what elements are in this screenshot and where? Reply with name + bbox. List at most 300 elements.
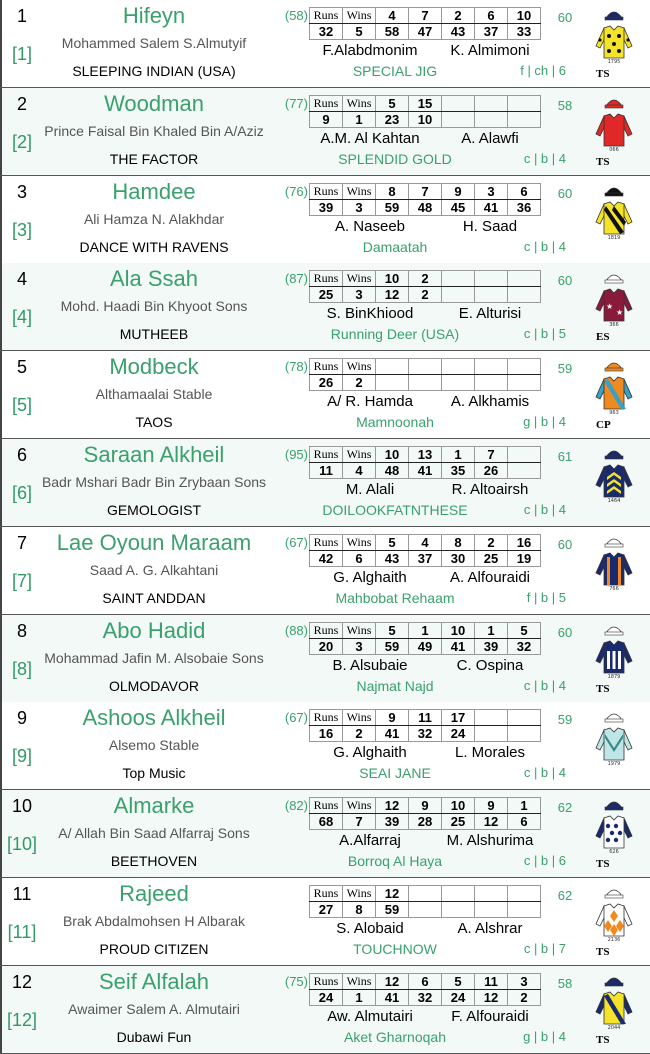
draw-number: [3] — [11, 219, 32, 240]
form-stat-cell: Runs — [310, 534, 343, 550]
form-stat-cell: 1 — [343, 111, 376, 127]
form-stats-table — [309, 709, 541, 742]
carried-weight: 60 — [557, 273, 573, 289]
jockey-name: C. Ospina — [456, 656, 524, 674]
trainer-name: G. Alghaith — [333, 568, 407, 586]
form-stat-cell: 27 — [310, 902, 343, 918]
jockey-silk-icon — [594, 182, 634, 240]
form-stats-table — [309, 622, 541, 655]
runner-row[interactable] — [0, 351, 650, 439]
form-stat-cell: 7 — [409, 183, 442, 199]
form-stat-cell: 12 — [376, 973, 409, 989]
owner-name: Alsemo Stable — [108, 737, 200, 754]
trainer-name: M. Alali — [345, 481, 395, 498]
form-stat-cell: 1 — [475, 622, 508, 638]
form-stat-cell: 7 — [475, 447, 508, 463]
form-stat-cell — [508, 95, 541, 111]
form-stat-cell — [508, 287, 541, 303]
form-stat-cell — [508, 726, 541, 742]
sex-color-age: g | b | 4 — [523, 1028, 566, 1044]
jockey-silk-icon — [594, 708, 634, 766]
jockey-name: L. Morales — [454, 744, 526, 762]
horse-rating: (76) — [284, 183, 308, 199]
form-stat-cell: 12 — [475, 989, 508, 1005]
form-stat-cell: 6 — [508, 183, 541, 199]
sire-name: DANCE WITH RAVENS — [79, 238, 229, 255]
draw-number: [12] — [6, 1009, 38, 1030]
trainer-name: A. Naseeb — [334, 217, 406, 235]
form-stat-cell — [475, 886, 508, 902]
sire-name: Dubawi Fun — [116, 1028, 192, 1045]
jockey-name: A. Alfouraidi — [449, 568, 531, 586]
form-stat-cell: 12 — [376, 886, 409, 902]
form-stat-cell: 42 — [310, 550, 343, 566]
equipment-code: CP — [596, 419, 611, 432]
horse-rating: (88) — [284, 622, 308, 638]
form-stat-cell: 24 — [442, 726, 475, 742]
form-stat-cell: 37 — [409, 550, 442, 566]
form-stat-cell: 19 — [508, 550, 541, 566]
form-stat-cell: 7 — [343, 814, 376, 830]
form-stat-cell: 15 — [409, 95, 442, 111]
svg-text:366: 366 — [609, 322, 619, 328]
form-stats-table — [309, 7, 541, 40]
runner-row[interactable] — [0, 966, 650, 1054]
equipment-code: TS — [596, 68, 610, 80]
owner-name: Ali Hamza N. Alakhdar — [83, 210, 225, 227]
form-stats-table — [309, 534, 541, 567]
svg-text:1464: 1464 — [607, 498, 621, 503]
form-stat-cell: 8 — [376, 183, 409, 199]
form-stat-cell: 41 — [409, 463, 442, 479]
form-stat-cell: 6 — [343, 550, 376, 566]
form-stat-cell: 39 — [475, 638, 508, 654]
form-stat-cell — [376, 359, 409, 375]
dam-name: Mahbobat Rehaam — [335, 589, 455, 606]
form-stat-cell: 47 — [409, 24, 442, 40]
draw-number: [8] — [11, 658, 32, 679]
form-stat-cell: Wins — [343, 447, 376, 463]
svg-text:2044: 2044 — [607, 1024, 621, 1030]
form-stat-cell: 1 — [409, 622, 442, 638]
saddle-number: 5 — [16, 357, 27, 378]
form-stat-cell: 2 — [343, 726, 376, 742]
form-stat-cell: Wins — [343, 710, 376, 726]
form-stat-cell: 9 — [475, 798, 508, 814]
equipment-code: TS — [596, 682, 610, 695]
horse-name-link[interactable]: Lae Oyoun Maraam — [56, 529, 252, 555]
form-stat-cell: Wins — [343, 798, 376, 814]
saddle-number: 12 — [11, 971, 33, 992]
form-stat-cell: 41 — [475, 199, 508, 215]
carried-weight: 61 — [557, 449, 573, 464]
form-stat-cell: 5 — [376, 622, 409, 638]
form-stat-cell: Wins — [343, 95, 376, 111]
saddle-number: 11 — [12, 884, 32, 904]
draw-number: [9] — [11, 746, 32, 767]
carried-weight: 62 — [557, 800, 573, 816]
form-stat-cell — [442, 95, 475, 111]
horse-rating: (77) — [284, 95, 308, 111]
form-stat-cell: 5 — [343, 24, 376, 40]
draw-number: [6] — [11, 483, 32, 503]
form-stats-table — [309, 358, 541, 391]
form-stats-table — [309, 446, 541, 479]
form-stat-cell: 6 — [475, 8, 508, 24]
svg-text:066: 066 — [609, 146, 619, 152]
form-stat-cell: 3 — [475, 183, 508, 199]
form-stat-cell: 10 — [442, 622, 475, 638]
dam-name: SPLENDID GOLD — [338, 150, 452, 167]
trainer-name: A.M. Al Kahtan — [320, 129, 420, 147]
runner-row[interactable] — [0, 88, 650, 176]
form-stat-cell — [475, 726, 508, 742]
jockey-silk-icon — [594, 533, 634, 591]
owner-name: A/ Allah Bin Saad Alfarraj Sons — [58, 825, 250, 842]
equipment-code: TS — [596, 946, 610, 958]
trainer-name: B. Alsubaie — [332, 656, 408, 674]
form-stat-cell: 8 — [442, 534, 475, 550]
equipment-code: TS — [596, 858, 610, 871]
carried-weight: 59 — [557, 712, 573, 728]
draw-number: [1] — [11, 44, 32, 64]
form-stat-cell: 24 — [310, 989, 343, 1005]
trainer-name: Aw. Almutairi — [327, 1007, 413, 1025]
trainer-name: A.Alfarraj — [339, 832, 401, 850]
runner-row[interactable] — [0, 615, 650, 703]
form-stat-cell: 41 — [376, 726, 409, 742]
carried-weight: 60 — [557, 185, 573, 201]
svg-text:1979: 1979 — [607, 761, 621, 767]
form-stat-cell: 5 — [442, 973, 475, 989]
form-stat-cell — [442, 359, 475, 375]
horse-name-link[interactable]: Modbeck — [109, 354, 199, 380]
carried-weight: 60 — [557, 624, 573, 640]
form-stat-cell: 9 — [442, 183, 475, 199]
form-stat-cell: 2 — [475, 534, 508, 550]
horse-name-link[interactable]: Ala Ssah — [109, 266, 199, 292]
svg-text:1879: 1879 — [607, 673, 621, 679]
form-stats-table — [309, 270, 541, 303]
draw-number: [2] — [11, 131, 32, 152]
runner-row[interactable] — [0, 702, 650, 790]
form-stat-cell — [409, 359, 442, 375]
form-stat-cell: Wins — [343, 622, 376, 638]
horse-name-link[interactable]: Abo Hadid — [102, 617, 206, 643]
sex-color-age: c | b | 4 — [523, 765, 566, 781]
form-stat-cell — [442, 111, 475, 127]
form-stat-cell: Runs — [310, 710, 343, 726]
jockey-name: A. Alawfi — [461, 129, 519, 147]
form-stat-cell: 59 — [376, 199, 409, 215]
form-stat-cell: 2 — [442, 8, 475, 24]
form-stat-cell: 3 — [343, 638, 376, 654]
sex-color-age: c | b | 5 — [523, 326, 566, 342]
owner-name: Brak Abdalmohsen H Albarak — [62, 913, 246, 929]
sire-name: SAINT ANDDAN — [102, 589, 206, 606]
carried-weight: 58 — [557, 97, 573, 113]
horse-rating: (87) — [284, 271, 308, 287]
form-stat-cell: 4 — [376, 8, 409, 24]
owner-name: Prince Faisal Bin Khaled Bin A/Aziz — [44, 122, 264, 139]
trainer-name: S. BinKhiood — [326, 305, 414, 323]
saddle-number: 2 — [16, 93, 27, 114]
form-stat-cell — [442, 886, 475, 902]
carried-weight: 58 — [557, 975, 573, 991]
runner-row[interactable] — [0, 176, 650, 264]
dam-name: Aket Gharnoqah — [344, 1028, 446, 1045]
saddle-number: 9 — [16, 708, 27, 729]
jockey-name: M. Alshurima — [446, 832, 534, 850]
form-stat-cell: Runs — [310, 359, 343, 375]
form-stat-cell: 12 — [475, 814, 508, 830]
form-stat-cell: 37 — [475, 24, 508, 40]
form-stat-cell: Runs — [310, 973, 343, 989]
owner-name: Saad A. G. Alkahtani — [89, 561, 219, 578]
jockey-name: A. Alkhamis — [450, 393, 530, 411]
form-stat-cell: 11 — [310, 463, 343, 479]
form-stat-cell — [475, 111, 508, 127]
form-stat-cell — [442, 902, 475, 918]
horse-name-link[interactable]: Woodman — [104, 90, 204, 116]
saddle-number: 6 — [16, 445, 27, 465]
form-stat-cell — [409, 375, 442, 391]
form-stat-cell — [508, 271, 541, 287]
runner-row[interactable] — [0, 0, 650, 88]
form-stat-cell: 3 — [508, 973, 541, 989]
form-stat-cell: 1 — [442, 447, 475, 463]
saddle-number: 3 — [16, 181, 27, 202]
horse-rating: (58) — [284, 8, 308, 23]
form-stat-cell: 59 — [376, 902, 409, 918]
equipment-code: TS — [596, 155, 610, 168]
form-stat-cell: 10 — [376, 447, 409, 463]
form-stat-cell: 5 — [508, 622, 541, 638]
form-stat-cell: 28 — [409, 814, 442, 830]
form-stat-cell: 4 — [343, 463, 376, 479]
saddle-number: 8 — [16, 620, 27, 641]
form-stat-cell: 23 — [376, 111, 409, 127]
form-stat-cell: 16 — [508, 534, 541, 550]
form-stat-cell: 17 — [442, 710, 475, 726]
form-stats-table — [309, 885, 541, 918]
owner-name: Mohammad Jafin M. Alsobaie Sons — [44, 649, 264, 666]
jockey-silk-icon — [594, 269, 634, 327]
jockey-silk-icon — [594, 94, 634, 152]
form-stat-cell: 48 — [376, 463, 409, 479]
form-stat-cell: Runs — [310, 271, 343, 287]
form-stats-table — [309, 973, 541, 1006]
form-stat-cell: 35 — [442, 463, 475, 479]
form-stat-cell: 58 — [376, 24, 409, 40]
runner-row[interactable] — [0, 263, 650, 351]
svg-text:★: ★ — [606, 302, 614, 312]
owner-name: Althamaalai Stable — [95, 386, 213, 403]
dam-name: SPECIAL JIG — [352, 63, 438, 79]
form-stat-cell: 2 — [409, 287, 442, 303]
owner-name: Mohd. Haadi Bin Khyoot Sons — [60, 298, 248, 315]
dam-name: Borroq Al Haya — [347, 853, 443, 870]
form-stat-cell — [475, 359, 508, 375]
form-stat-cell — [508, 359, 541, 375]
saddle-number: 7 — [16, 532, 27, 553]
sex-color-age: c | b | 4 — [523, 502, 566, 517]
form-stat-cell: Runs — [310, 447, 343, 463]
form-stat-cell: 16 — [310, 726, 343, 742]
dam-name: Mamnoonah — [356, 414, 434, 431]
form-stat-cell: 36 — [508, 199, 541, 215]
form-stat-cell: 32 — [409, 726, 442, 742]
sire-name: SLEEPING INDIAN (USA) — [72, 63, 236, 79]
horse-name-link[interactable]: Almarke — [113, 793, 195, 819]
sire-name: MUTHEEB — [119, 326, 189, 343]
form-stat-cell: 3 — [343, 287, 376, 303]
form-stat-cell: Runs — [310, 886, 343, 902]
form-stat-cell: 6 — [508, 814, 541, 830]
horse-name-link[interactable]: Saraan Alkheil — [83, 442, 225, 467]
form-stat-cell — [475, 271, 508, 287]
form-stat-cell: Wins — [343, 973, 376, 989]
trainer-name: G. Alghaith — [333, 744, 407, 762]
form-stat-cell — [442, 375, 475, 391]
dam-name: SEAI JANE — [359, 765, 431, 782]
runner-row[interactable] — [0, 790, 650, 878]
form-stat-cell: 5 — [376, 534, 409, 550]
sex-color-age: c | b | 4 — [523, 150, 566, 166]
carried-weight: 60 — [557, 10, 573, 25]
form-stat-cell — [475, 902, 508, 918]
form-stat-cell — [376, 375, 409, 391]
form-stat-cell — [442, 271, 475, 287]
jockey-silk-icon — [594, 357, 634, 415]
svg-text:2136: 2136 — [607, 937, 621, 942]
horse-name-link[interactable]: Hifeyn — [122, 3, 186, 28]
form-stat-cell: Runs — [310, 95, 343, 111]
jockey-silk-icon — [594, 796, 634, 854]
form-stat-cell: Runs — [310, 183, 343, 199]
draw-number: [10] — [6, 834, 38, 855]
jockey-silk-icon — [594, 445, 634, 503]
sire-name: Top Music — [122, 765, 186, 782]
form-stat-cell: Wins — [343, 886, 376, 902]
runner-row[interactable] — [0, 878, 650, 966]
form-stat-cell: 6 — [409, 973, 442, 989]
draw-number: [11] — [7, 922, 37, 942]
dam-name: DOILOOKFATNTHESE — [322, 502, 468, 518]
form-stat-cell: 48 — [409, 199, 442, 215]
runner-row[interactable] — [0, 439, 650, 527]
saddle-number: 10 — [11, 796, 33, 817]
form-stats-table — [309, 797, 541, 830]
horse-rating: (75) — [284, 973, 308, 989]
sire-name: BEETHOVEN — [110, 853, 198, 870]
form-stat-cell: 10 — [409, 111, 442, 127]
form-stat-cell: 1 — [508, 798, 541, 814]
sex-color-age: g | b | 4 — [523, 414, 566, 430]
form-stat-cell — [508, 111, 541, 127]
saddle-number: 4 — [16, 269, 27, 290]
jockey-silk-icon — [594, 972, 634, 1030]
horse-name-link[interactable]: Hamdee — [112, 178, 196, 204]
owner-name: Awaimer Salem A. Almutairi — [68, 1000, 240, 1017]
dam-name: Running Deer (USA) — [330, 326, 460, 343]
form-stat-cell: 8 — [343, 902, 376, 918]
form-stat-cell: 45 — [442, 199, 475, 215]
form-stat-cell — [409, 902, 442, 918]
form-stat-cell: 39 — [310, 199, 343, 215]
form-stat-cell — [442, 287, 475, 303]
svg-text:626: 626 — [609, 849, 619, 855]
form-stat-cell: 59 — [376, 638, 409, 654]
form-stat-cell: 43 — [442, 24, 475, 40]
sex-color-age: c | b | 4 — [523, 238, 566, 254]
carried-weight: 59 — [557, 361, 573, 377]
form-stat-cell: 32 — [508, 638, 541, 654]
carried-weight: 62 — [557, 888, 573, 903]
form-stat-cell — [508, 710, 541, 726]
form-stat-cell: 10 — [376, 271, 409, 287]
form-stat-cell — [508, 886, 541, 902]
form-stat-cell: Wins — [343, 534, 376, 550]
owner-name: Mohammed Salem S.Almutyif — [61, 35, 247, 51]
sex-color-age: f | ch | 6 — [520, 63, 566, 78]
svg-text:1819: 1819 — [607, 234, 621, 240]
form-stat-cell — [508, 447, 541, 463]
form-stat-cell: Wins — [343, 183, 376, 199]
svg-text:★: ★ — [616, 308, 624, 318]
jockey-silk-icon — [594, 6, 634, 64]
svg-text:766: 766 — [609, 585, 619, 591]
horse-name-link[interactable]: Seif Alfalah — [98, 968, 210, 994]
form-stat-cell — [508, 902, 541, 918]
form-stat-cell — [409, 886, 442, 902]
equipment-code: TS — [596, 1033, 610, 1046]
form-stat-cell — [508, 463, 541, 479]
form-stat-cell: 2 — [409, 271, 442, 287]
jockey-name: E. Alturisi — [458, 305, 522, 323]
horse-rating: (95) — [284, 447, 308, 462]
sire-name: PROUD CITIZEN — [99, 941, 209, 957]
form-stats-table — [309, 95, 541, 128]
form-stat-cell: 39 — [376, 814, 409, 830]
form-stat-cell — [475, 710, 508, 726]
horse-name-link[interactable]: Ashoos Alkheil — [82, 705, 226, 731]
carried-weight: 60 — [557, 536, 573, 552]
form-stat-cell — [475, 287, 508, 303]
jockey-silk-icon — [594, 884, 634, 942]
form-stat-cell: Wins — [343, 271, 376, 287]
form-stat-cell: 12 — [376, 798, 409, 814]
form-stat-cell: 41 — [376, 989, 409, 1005]
form-stat-cell: 11 — [475, 973, 508, 989]
form-stat-cell — [508, 375, 541, 391]
svg-text:963: 963 — [609, 410, 619, 416]
runner-row[interactable] — [0, 527, 650, 615]
draw-number: [7] — [11, 570, 32, 591]
form-stat-cell: 24 — [442, 989, 475, 1005]
jockey-name: H. Saad — [462, 217, 518, 235]
trainer-name: A/ R. Hamda — [327, 393, 413, 411]
form-stat-cell: 9 — [310, 111, 343, 127]
dam-name: Najmat Najd — [356, 677, 434, 694]
horse-name-link[interactable]: Rajeed — [119, 881, 189, 906]
form-stat-cell: 26 — [475, 463, 508, 479]
jockey-silk-icon — [594, 621, 634, 679]
form-stat-cell: 43 — [376, 550, 409, 566]
form-stat-cell: 68 — [310, 814, 343, 830]
jockey-name: K. Almimoni — [450, 42, 530, 59]
form-stat-cell: 10 — [508, 8, 541, 24]
